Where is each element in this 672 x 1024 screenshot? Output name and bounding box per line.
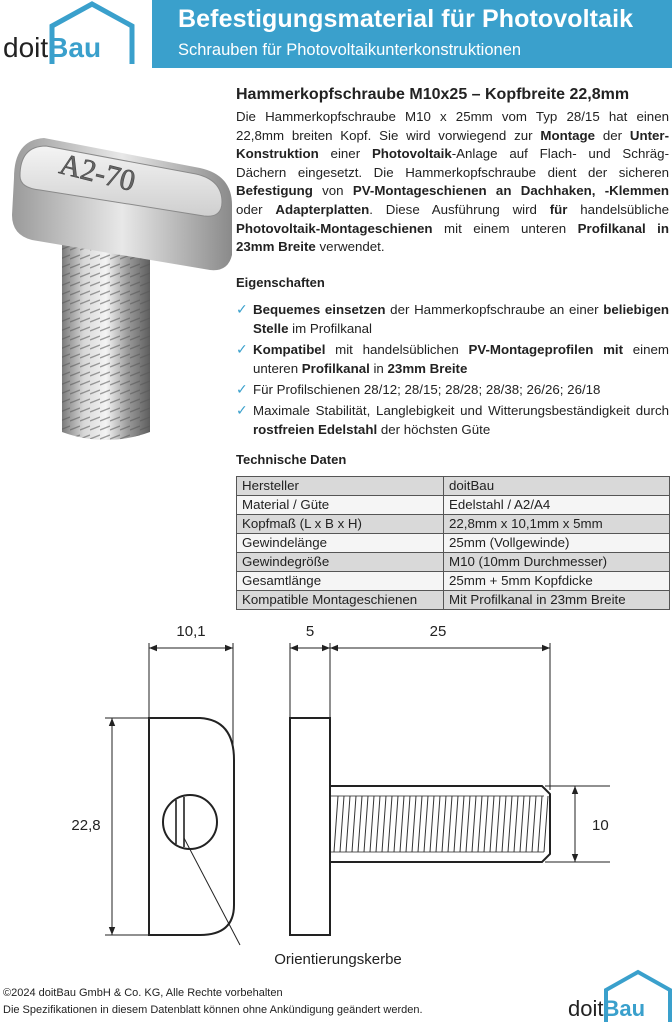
- property-run: 23mm Breite: [387, 361, 468, 376]
- product-photo: [0, 100, 240, 460]
- logo-footer-text-accent: Bau: [603, 996, 646, 1021]
- description-run: . Diese Ausführung wird: [369, 201, 550, 217]
- logo-text-accent: Bau: [48, 32, 102, 63]
- check-icon: ✓: [236, 402, 248, 418]
- logo-text-plain: doit: [3, 32, 49, 63]
- properties-heading: Eigenschaften: [236, 275, 325, 290]
- property-item: [236, 300, 669, 338]
- logo-footer-text-plain: doit: [568, 996, 604, 1021]
- disclaimer: Die Spezifikationen in diesem Datenblatt können ohne Ankündigung geändert werden.: [3, 1004, 423, 1016]
- property-run: der Hammerkopfschraube an einer: [385, 302, 604, 317]
- description-run: verwendet.: [315, 239, 385, 255]
- dim-head-width: 10,1: [176, 623, 206, 640]
- property-item: [236, 380, 669, 399]
- property-run: mit handelsüblichen: [325, 342, 469, 357]
- tech-data-table: [236, 476, 670, 610]
- product-description: [236, 108, 669, 257]
- property-run: Kompatibel: [253, 342, 326, 357]
- table-cell-value: 25mm (Vollgewinde): [444, 534, 670, 553]
- description-run: Montage: [540, 127, 596, 143]
- table-cell-value: doitBau: [444, 477, 670, 496]
- table-cell-label: Gewindegröße: [237, 553, 444, 572]
- header-title: Befestigungsmaterial für Photovoltaik: [178, 5, 634, 33]
- property-run: im Profilkanal: [288, 321, 372, 336]
- header-subtitle: Schrauben für Photovoltaikunterkonstruktionen: [178, 41, 522, 59]
- description-run: Adapterplatten: [275, 201, 370, 217]
- dim-thread-length: 25: [429, 623, 447, 640]
- table-cell-label: Gewindelänge: [237, 534, 444, 553]
- doitbau-logo-footer: [566, 966, 672, 1024]
- table-cell-label: Gesamtlänge: [237, 572, 444, 591]
- property-run: in: [369, 361, 388, 376]
- description-run: von: [312, 183, 353, 199]
- svg-text:doitBau: [3, 32, 101, 63]
- description-run: Profilkanal in 23mm Breite: [236, 220, 669, 255]
- property-item: [236, 340, 669, 378]
- table-row: [237, 553, 670, 572]
- description-run: Die Hammerkopfschraube M10 x 25mm vom Typ 28/15 hat einen 22,8mm breiten Kopf. Sie wird vorwiegend zur: [236, 109, 669, 143]
- table-row: [237, 496, 670, 515]
- description-run: mit einem unteren: [432, 220, 578, 236]
- check-icon: ✓: [236, 381, 248, 397]
- property-item: [236, 401, 669, 439]
- check-icon: ✓: [236, 301, 248, 317]
- property-run: Bequemes einsetzen: [253, 302, 386, 317]
- head-marking: A2-70: [56, 147, 139, 199]
- dim-head-height: 5: [305, 623, 315, 640]
- description-run: -Anlage auf Flach- und Schräg-Dächern eingesetzt. Die Hammerkopfschraube dient der sicheren: [236, 146, 669, 180]
- description-run: einer: [318, 146, 372, 162]
- description-run: Unter-Konstruktion: [236, 127, 670, 162]
- table-cell-value: Mit Profilkanal in 23mm Breite: [444, 591, 670, 610]
- copyright: ©2024 doitBau GmbH & Co. KG, Alle Rechte vorbehalten: [3, 987, 283, 999]
- table-row: [237, 477, 670, 496]
- dim-head-length: 22,8: [71, 817, 101, 834]
- table-cell-value: M10 (10mm Durchmesser): [444, 553, 670, 572]
- description-run: PV-Montageschienen an Dachhaken, -Klemmen: [352, 183, 669, 199]
- table-row: [237, 534, 670, 553]
- table-cell-label: Material / Güte: [237, 496, 444, 515]
- description-run: handelsübliche: [567, 201, 669, 217]
- property-run: beliebigen Stelle: [253, 302, 669, 336]
- dim-thread-diameter: 10: [592, 817, 609, 834]
- orientation-notch-callout: Orientierungskerbe: [274, 951, 402, 968]
- table-cell-label: Kopfmaß (L x B x H): [237, 515, 444, 534]
- property-run: der höchsten Güte: [377, 422, 491, 437]
- technical-drawing: [0, 600, 672, 985]
- description-run: Photovoltaik: [371, 146, 452, 162]
- description-run: Befestigung: [236, 183, 313, 199]
- property-run: Für Profilschienen 28/12; 28/15; 28/28; 28/38; 26/26; 26/18: [253, 382, 601, 397]
- doitbau-logo: [0, 0, 138, 68]
- property-run: einem unteren: [253, 342, 669, 376]
- description-run: Photovoltaik-Montageschienen: [236, 220, 433, 236]
- table-cell-label: Kompatible Montageschienen: [237, 591, 444, 610]
- product-title: Hammerkopfschraube M10x25 – Kopfbreite 22,8mm: [236, 86, 630, 103]
- description-run: der: [595, 127, 630, 143]
- svg-text:doitBau: [568, 996, 645, 1021]
- table-cell-value: 22,8mm x 10,1mm x 5mm: [444, 515, 670, 534]
- property-run: rostfreien Edelstahl: [253, 422, 378, 437]
- table-cell-value: 25mm + 5mm Kopfdicke: [444, 572, 670, 591]
- description-run: für: [549, 201, 568, 217]
- property-run: PV-Montageprofilen mit: [468, 342, 624, 357]
- table-cell-value: Edelstahl / A2/A4: [444, 496, 670, 515]
- property-run: Profilkanal: [301, 361, 370, 376]
- check-icon: ✓: [236, 341, 248, 357]
- table-cell-label: Hersteller: [237, 477, 444, 496]
- tech-data-heading: Technische Daten: [236, 452, 347, 467]
- table-row: [237, 515, 670, 534]
- description-run: oder: [236, 201, 276, 217]
- table-row: [237, 572, 670, 591]
- property-run: Maximale Stabilität, Langlebigkeit und Witterungsbeständigkeit durch: [253, 403, 669, 418]
- properties-list: [236, 300, 669, 441]
